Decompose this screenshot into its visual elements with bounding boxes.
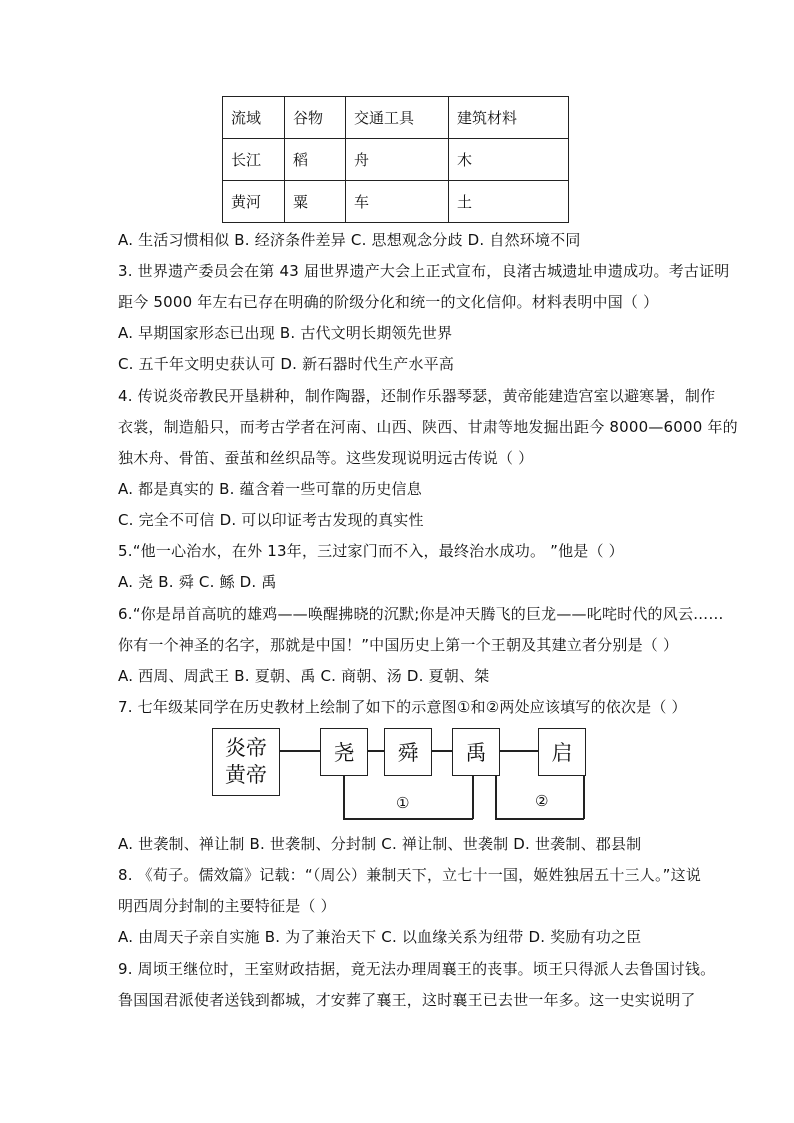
bracket-line: [472, 774, 474, 819]
q8-stem-line: 明西周分封制的主要特征是（ ）: [118, 897, 336, 915]
table-row: [223, 139, 569, 181]
q9-stem-line: 9. 周顷王继位时，王室财政拮据，竟无法办理周襄王的丧事。顷王只得派人去鲁国讨钱。: [118, 960, 716, 978]
q4-options: A. 都是真实的 B. 蕴含着一些可靠的历史信息: [118, 480, 422, 498]
comparison-table: [222, 96, 569, 223]
node-label: 炎帝: [225, 736, 267, 760]
table-cell: 稻: [285, 139, 346, 181]
bracket-line: [495, 818, 584, 820]
table-cell: 土: [449, 181, 569, 223]
table-header-row: [223, 97, 569, 139]
table-header-cell: 谷物: [285, 97, 346, 139]
table-cell: 黄河: [223, 181, 285, 223]
table-header-cell: 交通工具: [346, 97, 449, 139]
q6-stem-line: 你有一个神圣的名字，那就是中国！”中国历史上第一个王朝及其建立者分别是（ ）: [118, 636, 679, 654]
connector-line: [500, 750, 538, 752]
q6-stem-line: 6.“你是昂首高吭的雄鸡——唤醒拂晓的沉默;你是冲天腾飞的巨龙——叱咤时代的风云……: [118, 605, 724, 623]
bracket-line: [495, 774, 497, 819]
q3-stem-line: 3. 世界遗产委员会在第 43 届世界遗产大会上正式宣布，良渚古城遗址申遗成功。考古证明: [118, 262, 730, 280]
table-cell: 粟: [285, 181, 346, 223]
q6-options: A. 西周、周武王 B. 夏朝、禹 C. 商朝、汤 D. 夏朝、桀: [118, 667, 490, 685]
q7-options: A. 世袭制、禅让制 B. 世袭制、分封制 C. 禅让制、世袭制 D. 世袭制、郡县制: [118, 835, 642, 853]
node-yao: 尧: [320, 728, 368, 776]
q8-stem-line: 8. 《荀子。儒效篇》记载：“（周公）兼制天下，立七十一国，姬姓独居五十三人。”这说: [118, 866, 702, 884]
connector-line: [432, 750, 452, 752]
table-cell: 车: [346, 181, 449, 223]
bracket-line: [343, 818, 473, 820]
table-header-cell: 流域: [223, 97, 285, 139]
q4-options: C. 完全不可信 D. 可以印证考古发现的真实性: [118, 511, 424, 529]
table-cell: 木: [449, 139, 569, 181]
connector-line: [280, 750, 320, 752]
q3-stem-line: 距今 5000 年左右已存在明确的阶级分化和统一的文化信仰。材料表明中国（ ）: [118, 293, 659, 311]
q4-stem-line: 衣裳，制造船只，而考古学者在河南、山西、陕西、甘肃等地发掘出距今 8000—6000 年的: [118, 418, 738, 436]
q8-options: A. 由周天子亲自实施 B. 为了兼治天下 C. 以血缘关系为纽带 D. 奖励有功之臣: [118, 928, 642, 946]
q9-stem-line: 鲁国国君派使者送钱到都城，才安葬了襄王，这时襄王已去世一年多。这一史实说明了: [118, 991, 696, 1009]
bracket-line: [583, 774, 585, 819]
node-yandi-huangdi: [212, 728, 280, 796]
q7-stem-line: 7. 七年级某同学在历史教材上绘制了如下的示意图①和②两处应该填写的依次是（ ）: [118, 698, 687, 716]
table-header-cell: 建筑材料: [449, 97, 569, 139]
node-qi: 启: [538, 728, 586, 776]
q5-options: A. 尧 B. 舜 C. 鲧 D. 禹: [118, 573, 277, 591]
table-row: [223, 181, 569, 223]
q4-stem-line: 独木舟、骨笛、蚕茧和丝织品等。这些发现说明远古传说（ ）: [118, 449, 534, 467]
blank-marker-2: ②: [535, 792, 549, 810]
q3-options: A. 早期国家形态已出现 B. 古代文明长期领先世界: [118, 324, 453, 342]
q2-options: A. 生活习惯相似 B. 经济条件差异 C. 思想观念分歧 D. 自然环境不同: [118, 231, 581, 249]
node-shun: 舜: [384, 728, 432, 776]
connector-line: [368, 750, 384, 752]
q3-options: C. 五千年文明史获认可 D. 新石器时代生产水平高: [118, 355, 455, 373]
q5-stem-line: 5.“他一心治水，在外 13年，三过家门而不入，最终治水成功。 ”他是（ ）: [118, 542, 624, 560]
q4-stem-line: 4. 传说炎帝教民开垦耕种，制作陶器，还制作乐器琴瑟，黄帝能建造宫室以避寒暑，制作: [118, 387, 716, 405]
table-cell: 舟: [346, 139, 449, 181]
node-yu: 禹: [452, 728, 500, 776]
table-cell: 长江: [223, 139, 285, 181]
succession-diagram: [212, 728, 592, 823]
bracket-line: [343, 774, 345, 819]
blank-marker-1: ①: [396, 794, 410, 812]
node-label: 黄帝: [225, 763, 267, 787]
